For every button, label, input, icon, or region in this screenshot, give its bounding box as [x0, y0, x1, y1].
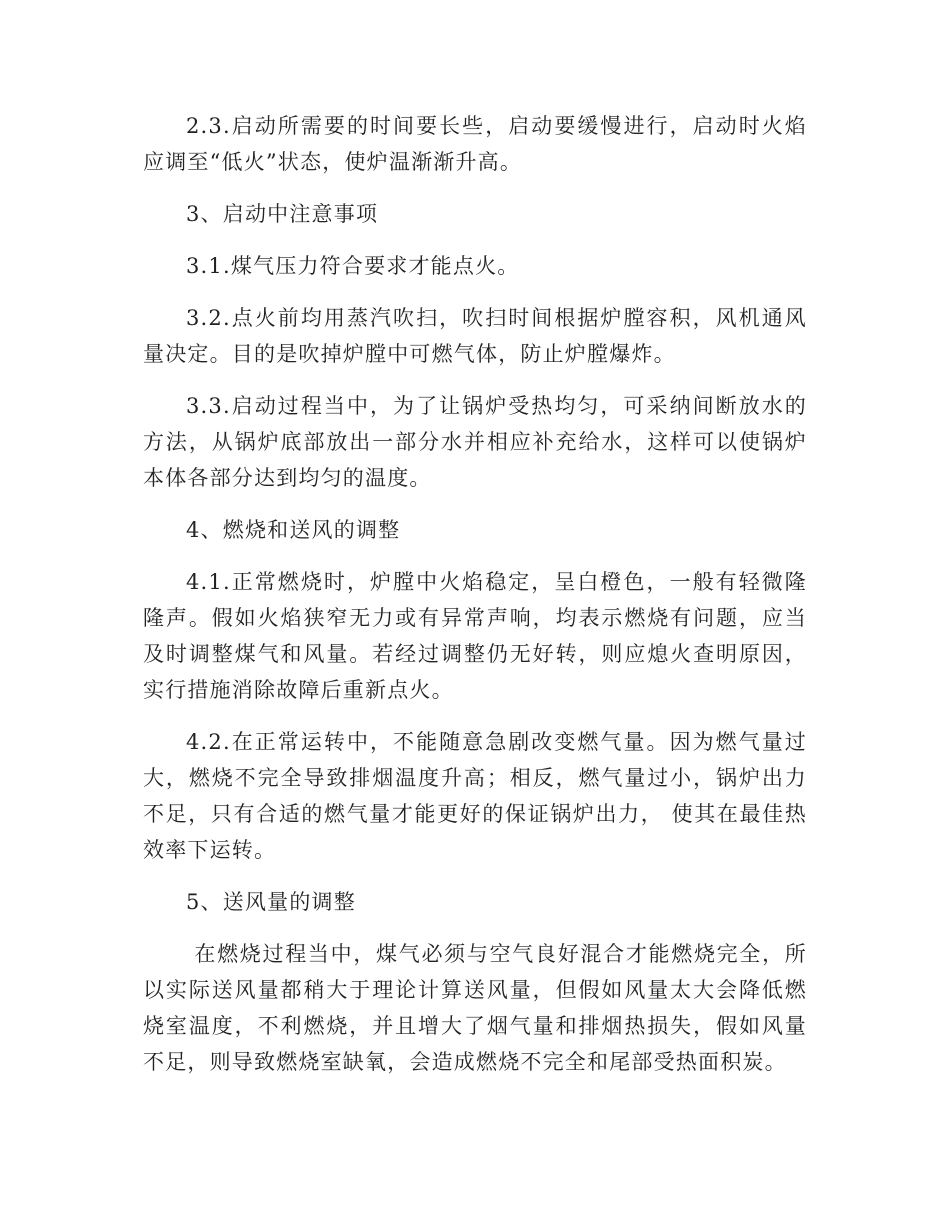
document-body	[143, 108, 807, 1096]
paragraph-4-2: 4.2.在正常运转中，不能随意急剧改变燃气量。因为燃气量过大，燃烧不完全导致排烟温度升高；相反，燃气量过小，锅炉出力不足，只有合适的燃气量才能更好的保证锅炉出力， 使其在最佳热效率下运转。	[143, 730, 807, 862]
section-heading-3: 3、启动中注意事项	[186, 202, 379, 226]
paragraph-5-body: 在燃烧过程当中，煤气必须与空气良好混合才能燃烧完全，所以实际送风量都稍大于理论计算送风量，但假如风量太大会降低燃烧室温度，不利燃烧，并且增大了烟气量和排烟热损失，假如风量不足，则导致燃烧室缺氧，会造成燃烧不完全和尾部受热面积炭。	[143, 942, 807, 1074]
paragraph-3-2: 3.2.点火前均用蒸汽吹扫，吹扫时间根据炉膛容积，风机通风量决定。目的是吹掉炉膛中可燃气体，防止炉膛爆炸。	[143, 306, 807, 366]
paragraph-2-3: 2.3.启动所需要的时间要长些，启动要缓慢进行，启动时火焰应调至“低火”状态，使炉温渐渐升高。	[143, 114, 807, 174]
paragraph-3-3: 3.3.启动过程当中，为了让锅炉受热均匀，可采纳间断放水的方法，从锅炉底部放出一部分水并相应补充给水，这样可以使锅炉本体各部分达到均匀的温度。	[143, 394, 807, 490]
section-heading-5: 5、送风量的调整	[186, 890, 356, 914]
paragraph-3-1: 3.1.煤气压力符合要求才能点火。	[186, 254, 520, 278]
section-heading-4: 4、燃烧和送风的调整	[186, 518, 401, 542]
paragraph-4-1: 4.1.正常燃烧时，炉膛中火焰稳定，呈白橙色，一般有轻微隆隆声。假如火焰狭窄无力或有异常声响，均表示燃烧有问题，应当及时调整煤气和风量。若经过调整仍无好转，则应熄火查明原因，实行措施消除故障后重新点火。	[143, 570, 807, 702]
